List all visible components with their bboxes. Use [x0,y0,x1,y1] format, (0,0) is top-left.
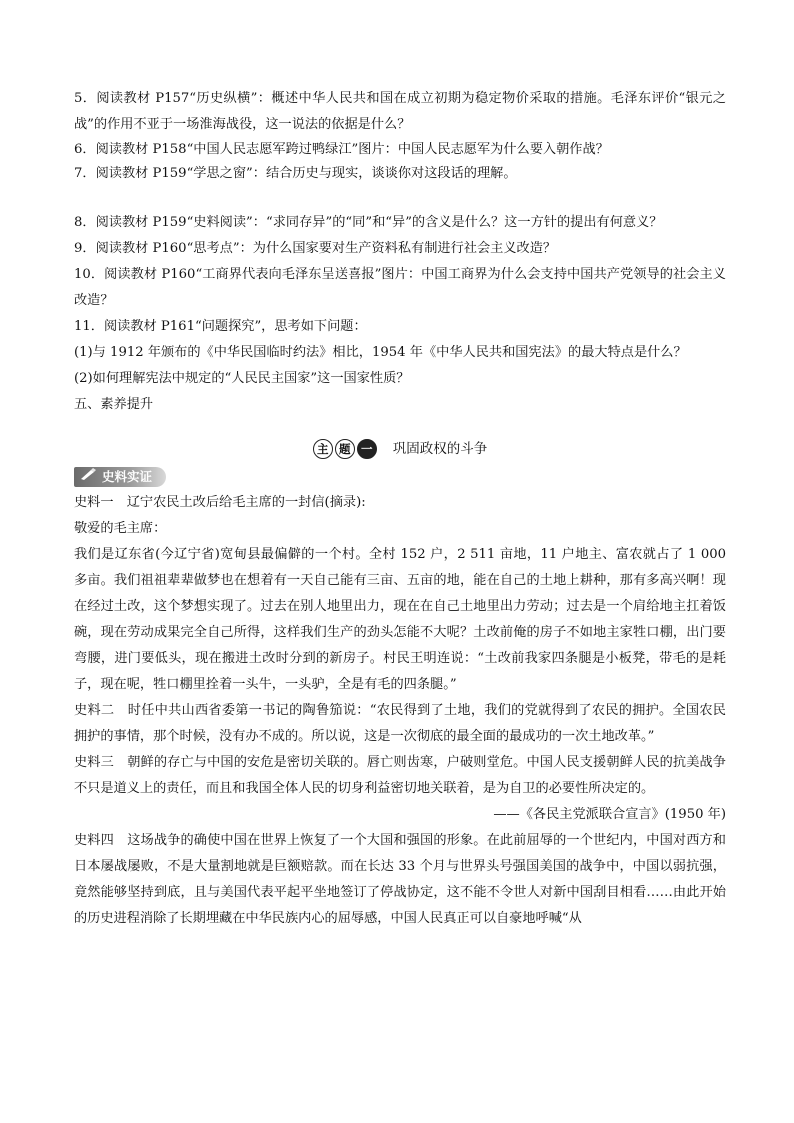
question-10: 10．阅读教材 P160“工商界代表向毛泽东呈送喜报”图片：中国工商界为什么会支持中国共产党领导的社会主义改造？ [74,267,726,308]
topic-heading [74,436,726,462]
question-11: 11．阅读教材 P161“问题探究”，思考如下问题： [74,319,367,334]
blank-gap [74,186,726,210]
pen-icon [80,467,96,487]
topic-badge [313,439,379,459]
source-1-heading: 史料一 辽宁农民土改后给毛主席的一封信(摘录): [74,495,366,510]
question-11-part-1: (1)与 1912 年颁布的《中华民国临时约法》相比，1954 年《中华人民共和国宪法》的最大特点是什么？ [74,345,687,360]
question-11-part-2: (2)如何理解宪法中规定的“人民民主国家”这一国家性质？ [74,371,410,386]
source-1-body: 我们是辽东省(今辽宁省)宽甸县最偏僻的一个村。全村 152 户，2 511 亩地，11 户地主、富农就占了 1 000 多亩。我们祖祖辈辈做梦也在想着有一天自己能有三亩、五亩的地，能在自己的土地上耕种，那有多高兴啊！现在经过土改，这个梦想实现了。过去在别人地里出力，现在在自己土地里出力劳动；过去是一个肩给地主扛着饭碗，现在劳动成果完全自己所得，这样我们生产的劲头怎能不大呢？土改前俺的房子不如地主家牲口棚，出门要弯腰，进门要低头，现在搬进土改时分到的新房子。村民王明连说：“土改前我家四条腿是小板凳，带毛的是耗子，现在呢，牲口棚里拴着一头牛，一头驴，全是有毛的四条腿。” [74,547,726,692]
source-2: 史料二 时任中共山西省委第一书记的陶鲁笳说：“农民得到了土地，我们的党就得到了农民的拥护。全国农民拥护的事情，那个时候，没有办不成的。所以说，这是一次彻底的最全面的最成功的一次土地改革。” [74,703,726,744]
source-evidence-banner [74,467,166,487]
section-title: 五、素养提升 [74,397,154,412]
source-4: 史料四 这场战争的确使中国在世界上恢复了一个大国和强国的形象。在此前屈辱的一个世纪内，中国对西方和日本屡战屡败，不是大量割地就是巨额赔款。而在长达 33 个月与世界头号强国美国的战争中，中国以弱抗强，竟然能够坚持到底，且与美国代表平起平坐地签订了停战协定，这不能不令世人对新中国刮目相看……由此开始的历史进程消除了长期埋藏在中华民族内心的屈辱感，中国人民真正可以自豪地呼喊“从 [74,833,726,926]
source-1-salutation: 敬爱的毛主席： [74,521,167,536]
question-8: 8．阅读教材 P159“史料阅读”：“求同存异”的“同”和“异”的含义是什么？这一方针的提出有何意义？ [74,215,663,230]
topic-label: 巩固政权的斗争 [392,441,488,457]
question-6: 6．阅读教材 P158“中国人民志愿军跨过鸭绿江”图片：中国人民志愿军为什么要入朝作战？ [74,142,609,157]
source-3-attribution: ——《各民主党派联合宣言》(1950 年) [493,807,726,822]
question-7: 7．阅读教材 P159“学思之窗”：结合历史与现实，谈谈你对这段话的理解。 [74,166,517,181]
question-5: 5．阅读教材 P157“历史纵横”：概述中华人民共和国在成立初期为稳定物价采取的措施。毛泽东评价“银元之战”的作用不亚于一场淮海战役，这一说法的依据是什么？ [74,91,726,132]
topic-badge-char: 一 [357,439,377,459]
question-9: 9．阅读教材 P160“思考点”：为什么国家要对生产资料私有制进行社会主义改造？ [74,241,557,256]
source-3: 史料三 朝鲜的存亡与中国的安危是密切关联的。唇亡则齿寒，户破则堂危。中国人民支援朝鲜人民的抗美战争不只是道义上的责任，而且和我国全体人民的切身利益密切地关联着，是为自卫的必要性所决定的。 [74,755,726,796]
banner-label: 史料实证 [102,469,153,484]
document-page [74,86,726,932]
topic-badge-char: 主 [313,439,333,459]
topic-badge-char: 题 [335,439,355,459]
